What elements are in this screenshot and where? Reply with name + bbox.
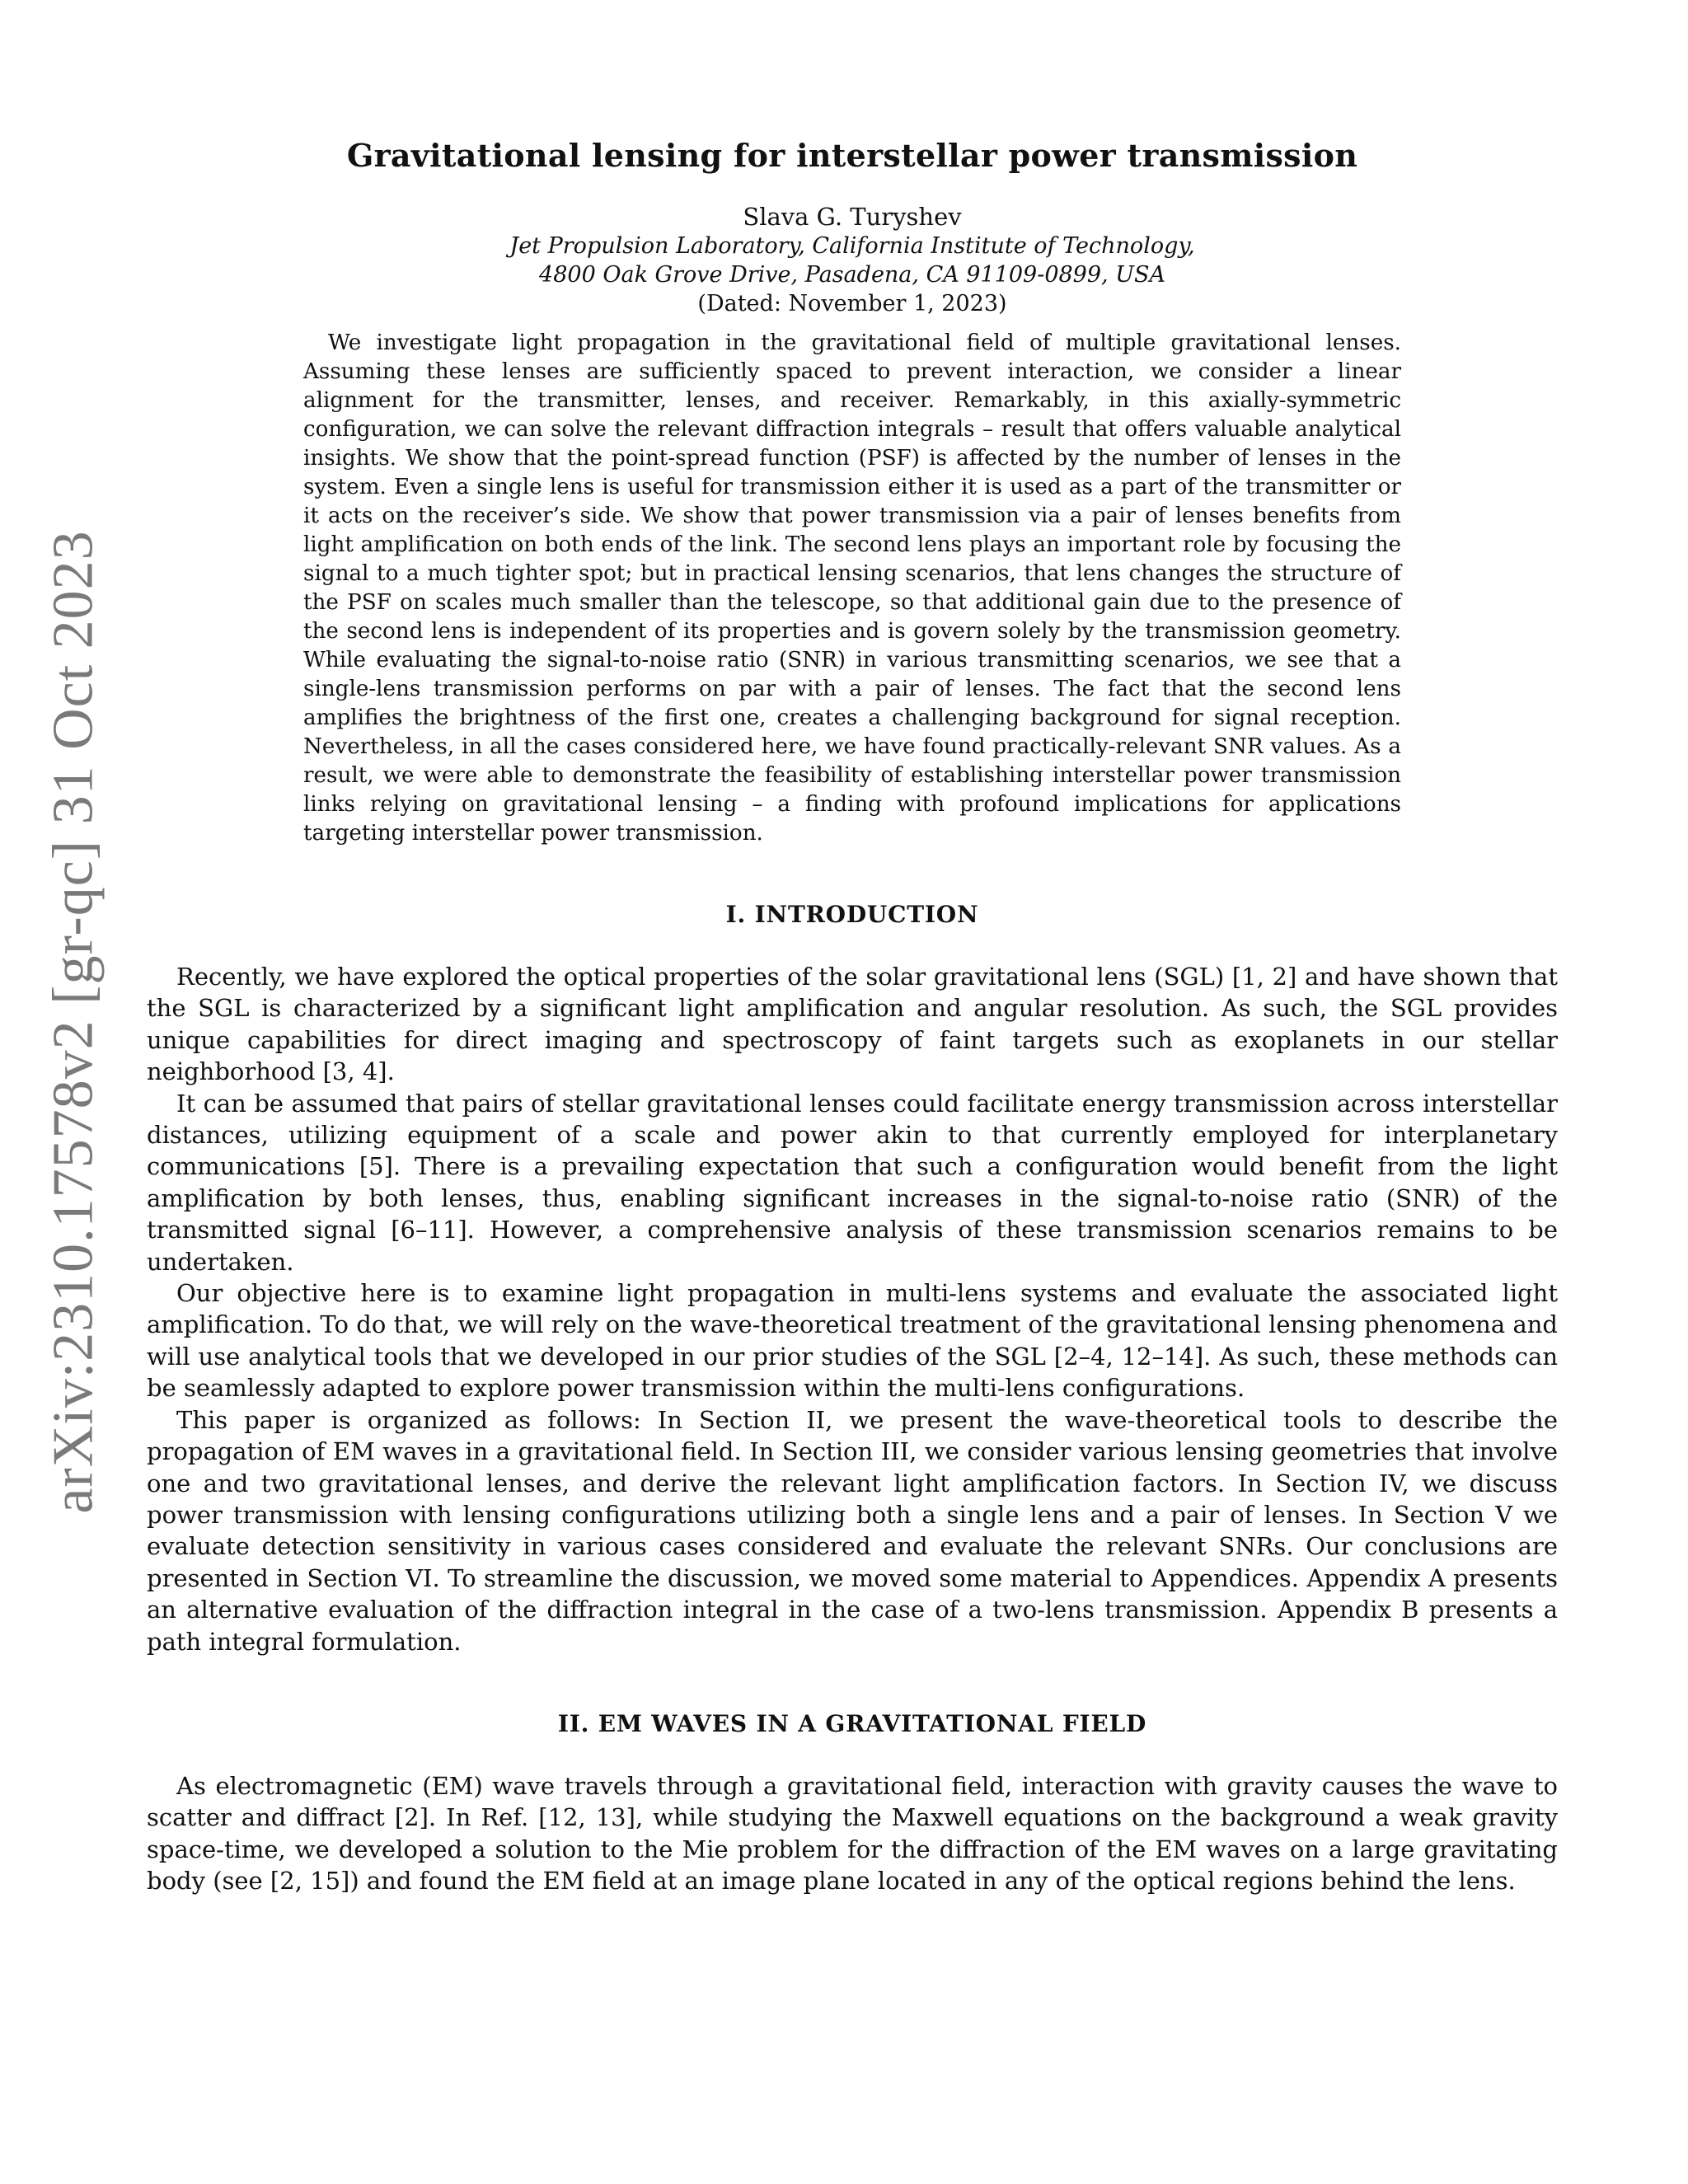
body-paragraph: Our objective here is to examine light propagation in multi-lens systems and evaluate the associated light amplification. To do that, we will rely on the wave-theoretical treatment of the gravitational lensing phenomena and will use analytical tools that we developed in our prior studies of the SGL [2–4, 12–14]. As such, these methods can be seamlessly adapted to explore power transmission within the multi-lens configurations. bbox=[147, 1279, 1558, 1403]
author-name: Slava G. Turyshev bbox=[743, 203, 962, 231]
section-heading-em-waves: II. EM WAVES IN A GRAVITATIONAL FIELD bbox=[557, 1709, 1147, 1737]
affiliation-line-1: Jet Propulsion Laboratory, California Institute of Technology, bbox=[509, 233, 1195, 259]
body-paragraph: Recently, we have explored the optical properties of the solar gravitational lens (SGL) [1, 2] and have shown that the SGL is characterized by a significant light amplification and angular resolution. As such, the SGL provides unique capabilities for direct imaging and spectroscopy of faint targets such as exoplanets in our stellar neighborhood [3, 4]. bbox=[147, 963, 1558, 1086]
paper-page bbox=[147, 132, 1558, 1897]
body-paragraph: This paper is organized as follows: In Section II, we present the wave-theoretical tools to describe the propagation of EM waves in a gravitational field. In Section III, we consider various lensing geometries that involve one and two gravitational lenses, and derive the relevant light amplification factors. In Section IV, we discuss power transmission with lensing configurations utilizing both a single lens and a pair of lenses. In Section V we evaluate detection sensitivity in various cases considered and evaluate the relevant SNRs. Our conclusions are presented in Section VI. To streamline the discussion, we moved some material to Appendices. Appendix A presents an alternative evaluation of the diffraction integral in the case of a two-lens transmission. Appendix B presents a path integral formulation. bbox=[147, 1405, 1558, 1656]
body-paragraph: As electromagnetic (EM) wave travels through a gravitational field, interaction with gravity causes the wave to scatter and diffract [2]. In Ref. [12, 13], while studying the Maxwell equations on the background a weak gravity space-time, we developed a solution to the Mie problem for the diffraction of the EM waves on a large gravitating body (see [2, 15]) and found the EM field at an image plane located in any of the optical regions behind the lens. bbox=[147, 1771, 1558, 1896]
paper-title: Gravitational lensing for interstellar power transmission bbox=[346, 137, 1358, 174]
arxiv-identifier-stamp bbox=[33, 530, 115, 1514]
date-line: (Dated: November 1, 2023) bbox=[697, 291, 1007, 316]
affiliation-line-2: 4800 Oak Grove Drive, Pasadena, CA 91109-0899, USA bbox=[539, 262, 1165, 288]
body-paragraph: It can be assumed that pairs of stellar gravitational lenses could facilitate energy transmission across interstellar distances, utilizing equipment of a scale and power akin to that currently employed for interplanetary communications [5]. There is a prevailing expectation that such a configuration would benefit from the light amplification by both lenses, thus, enabling significant increases in the signal-to-noise ratio (SNR) of the transmitted signal [6–11]. However, a comprehensive analysis of these transmission scenarios remains to be undertaken. bbox=[147, 1089, 1558, 1276]
abstract: We investigate light propagation in the gravitational field of multiple gravitational lenses. Assuming these lenses are sufficiently spaced to prevent interaction, we consider a linear alignment for the transmitter, lenses, and receiver. Remarkably, in this axially-symmetric configuration, we can solve the relevant diffraction integrals – result that offers valuable analytical insights. We show that the point-spread function (PSF) is affected by the number of lenses in the system. Even a single lens is useful for transmission either it is used as a part of the transmitter or it acts on the receiver’s side. We show that power transmission via a pair of lenses benefits from light amplification on both ends of the link. The second lens plays an important role by focusing the signal to a much tighter spot; but in practical lensing scenarios, that lens changes the structure of the PSF on scales much smaller than the telescope, so that additional gain due to the presence of the second lens is independent of its properties and is govern solely by the transmission geometry. While evaluating the signal-to-noise ratio (SNR) in various transmitting scenarios, we see that a single-lens transmission performs on par with a pair of lenses. The fact that the second lens amplifies the brightness of the first one, creates a challenging background for signal reception. Nevertheless, in all the cases considered here, we have found practically-relevant SNR values. As a result, we were able to demonstrate the feasibility of establishing interstellar power transmission links relying on gravitational lensing – a finding with profound implications for applications targeting interstellar power transmission. bbox=[303, 330, 1401, 846]
arxiv-identifier-text: arXiv:2310.17578v2 [gr-qc] 31 Oct 2023 bbox=[42, 530, 106, 1514]
section-heading-introduction: I. INTRODUCTION bbox=[725, 901, 979, 928]
